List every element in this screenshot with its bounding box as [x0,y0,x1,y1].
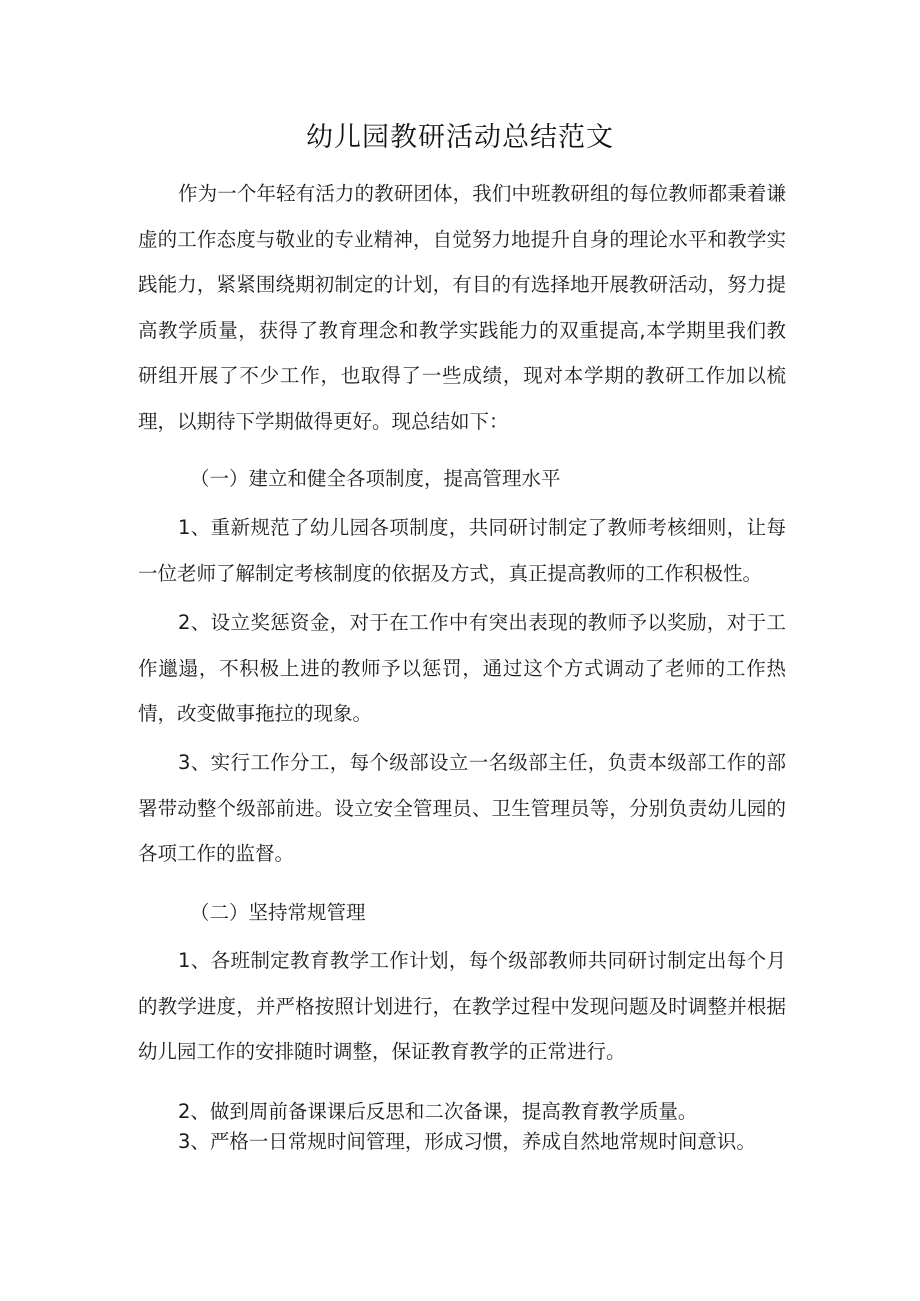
section-2-item-2: 2、做到周前备课课后反思和二次备课，提高教育教学质量。 [178,1100,698,1123]
section-1-heading: （一）建立和健全各项制度，提高管理水平 [190,467,561,490]
section-1-item-1: 1、重新规范了幼儿园各项制度，共同研讨制定了教师考核细则，让每一位老师了解制定考核制度的依据及方式，真正提高教师的工作积极性。 [138,516,786,585]
section-1-item-2: 2、设立奖惩资金，对于在工作中有突出表现的教师予以奖励，对于工作邋遢，不积极上进的教师予以惩罚，通过这个方式调动了老师的工作热情，改变做事拖拉的现象。 [138,611,786,725]
section-2-item-1: 1、各班制定教育教学工作计划，每个级部教师共同研讨制定出每个月的教学进度，并严格按照计划进行，在教学过程中发现问题及时调整并根据幼儿园工作的安排随时调整，保证教育教学的正常进行。 [138,949,786,1063]
section-1-item-3: 3、实行工作分工，每个级部设立一名级部主任，负责本级部工作的部署带动整个级部前进。设立安全管理员、卫生管理员等，分别负责幼儿园的各项工作的监督。 [138,751,786,865]
document-title: 幼儿园教研活动总结范文 [306,122,614,153]
section-2-item-3: 3、严格一日常规时间管理，形成习惯，养成自然地常规时间意识。 [178,1130,756,1153]
intro-paragraph: 作为一个年轻有活力的教研团体，我们中班教研组的每位教师都秉着谦虚的工作态度与敬业的专业精神，自觉努力地提升自身的理论水平和教学实践能力，紧紧围绕期初制定的计划，有目的有选择地开展教研活动，努力提高教学质量，获得了教育理念和教学实践能力的双重提高,本学期里我们教研组开展了不少工作，也取得了一些成绩，现对本学期的教研工作加以梳理，以期待下学期做得更好。现总结如下： [138,182,786,433]
section-2-heading: （二）坚持常规管理 [190,901,366,924]
